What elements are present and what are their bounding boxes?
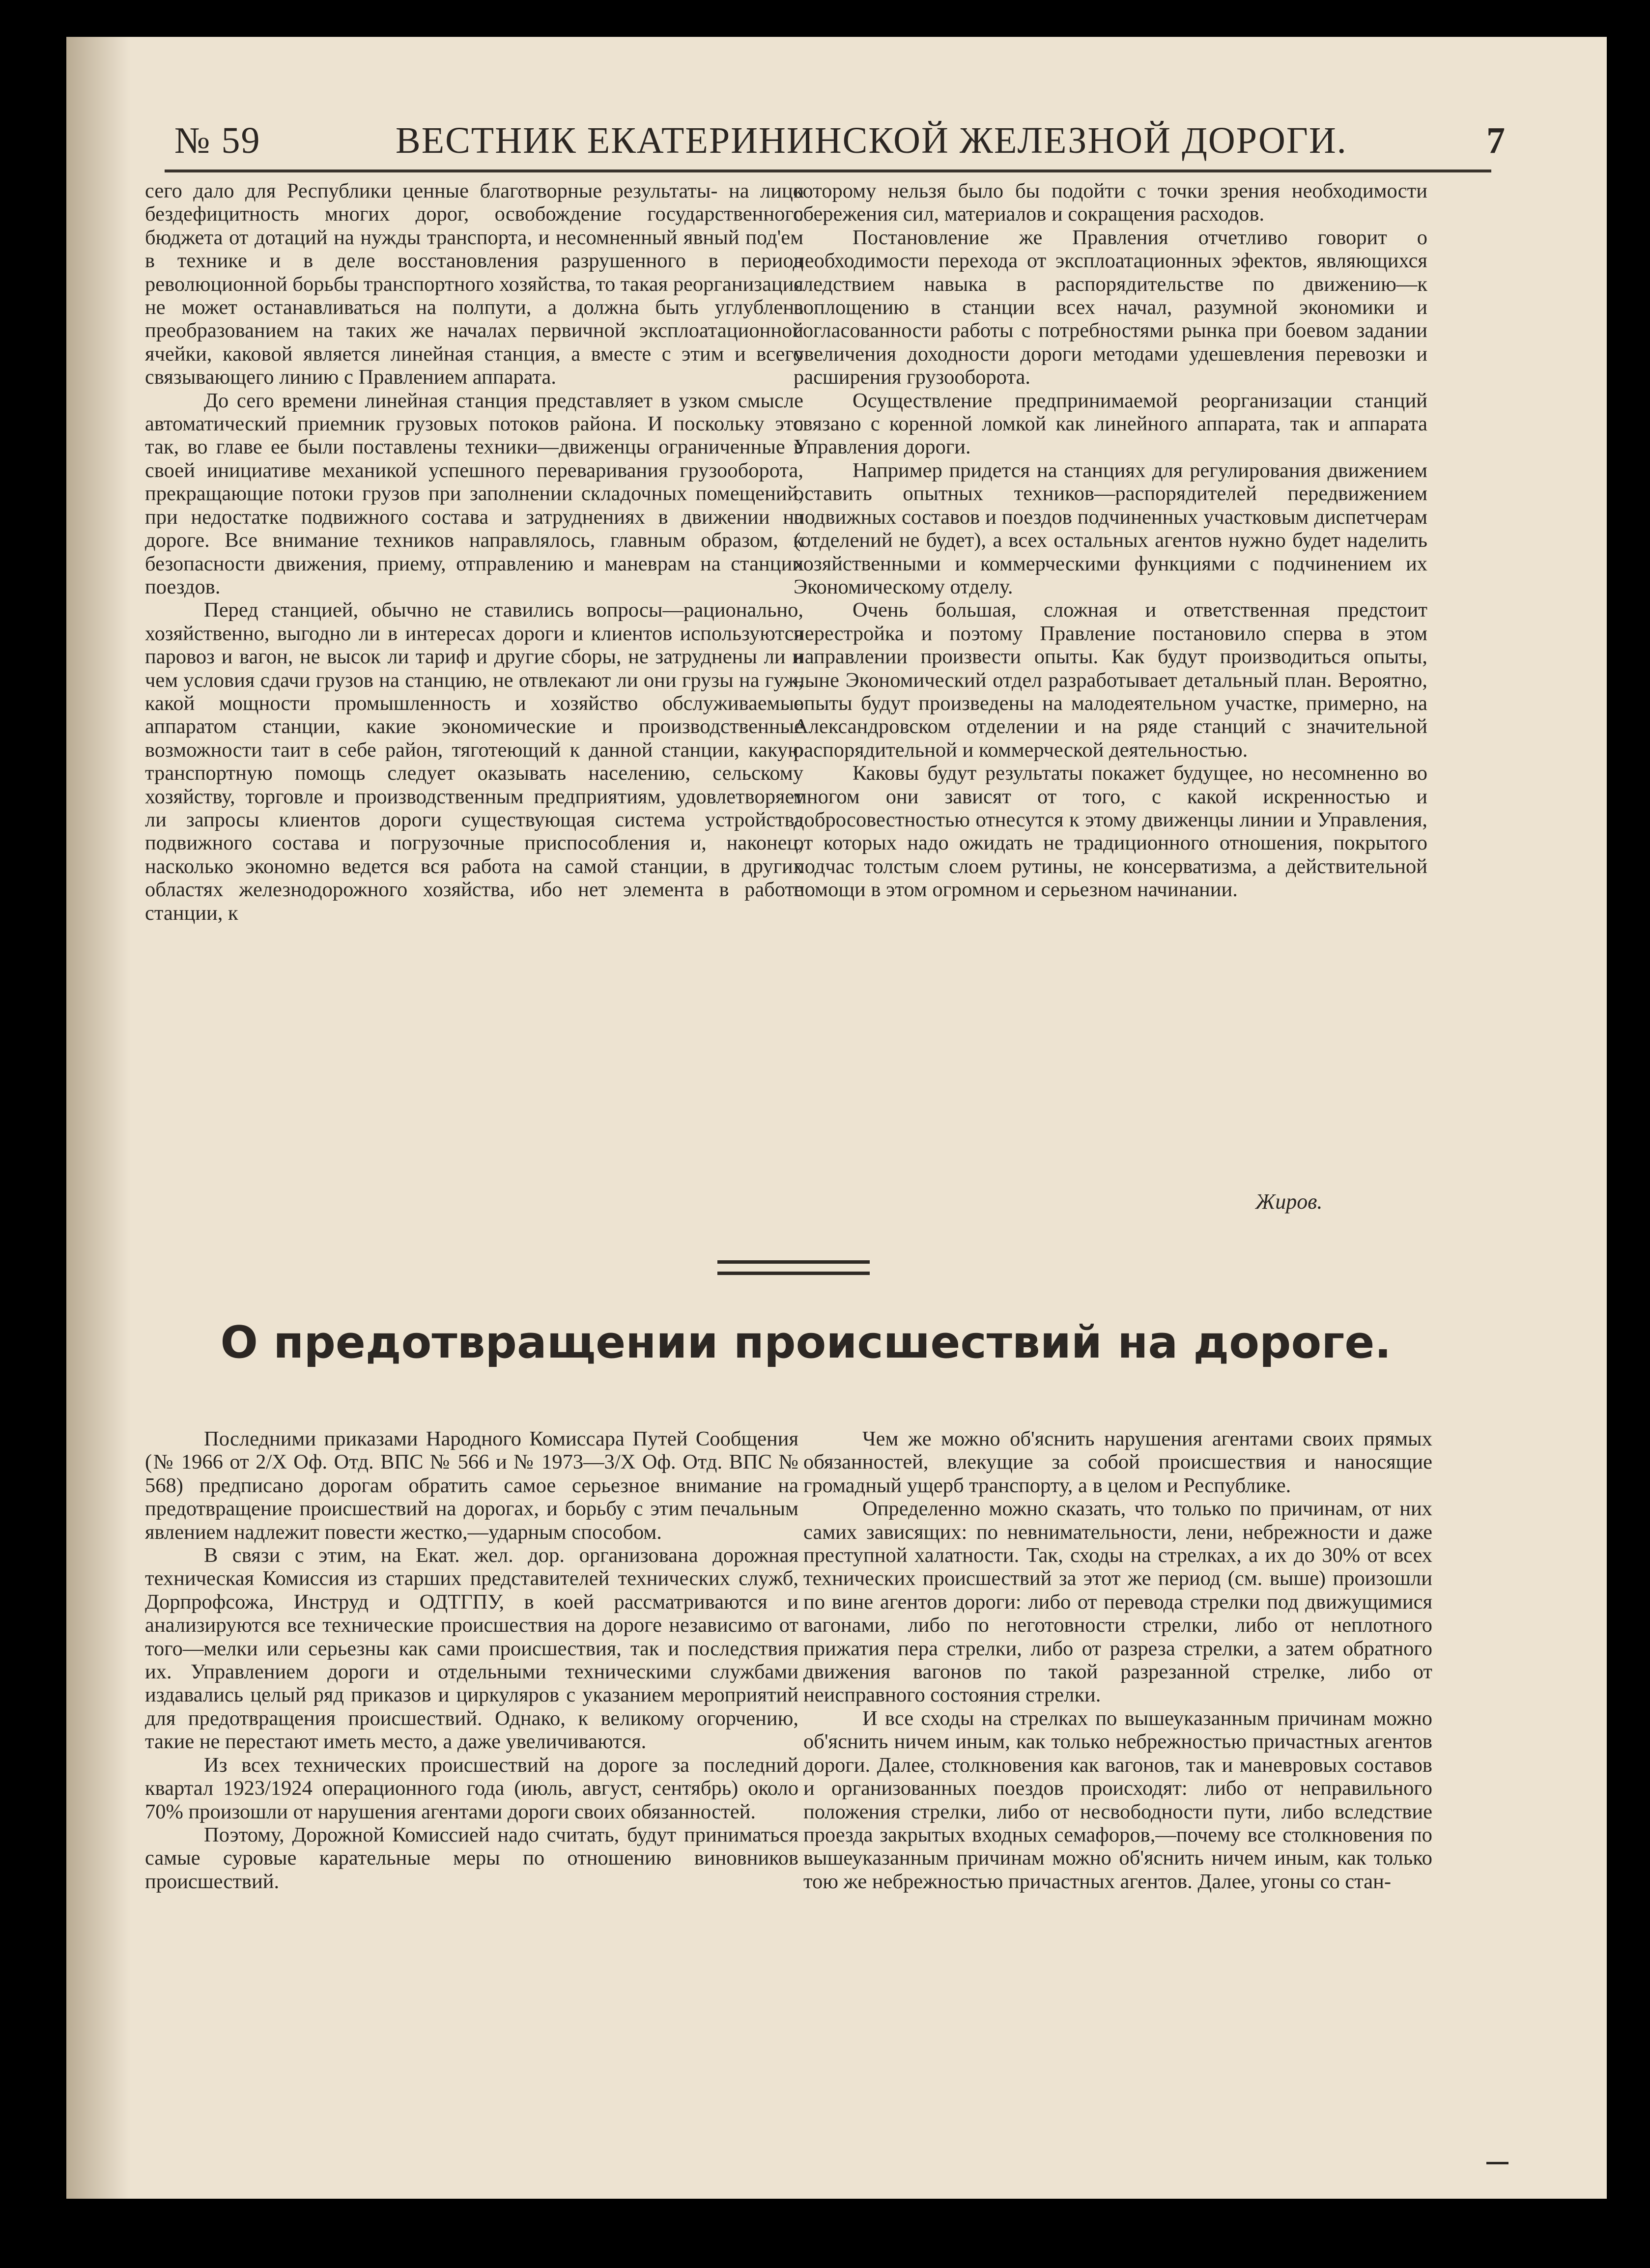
article2-column-right	[803, 1427, 1432, 2145]
article1-column-right	[794, 179, 1427, 1211]
article2-column-left	[145, 1427, 798, 2002]
paragraph: Из всех технических происшествий на дороге за последний квартал 1923/1924 операционного года (июль, август, сентябрь) около 70% произошли от нарушения агентами дороги своих обязанностей.	[145, 1753, 798, 1823]
paragraph: В связи с этим, на Екат. жел. дор. организована дорожная техническая Комиссия из старших представителей технических служб, Дорпрофсожа, Инструд и ОДТГПУ, в коей рассматриваются и анализируются все технические происшествия на дороге независимо от того—мелки или серьезны как сами происшествия, так и последствия их. Управлением дороги и отдельными техническими службами издавались целый ряд приказов и циркуляров с указанием мероприятий для предотвращения происшествий. Однако, к великому огорчению, такие не перестают иметь место, а даже увеличиваются.	[145, 1544, 798, 1754]
paragraph: сего дало для Республики ценные благотворные результаты- на лицо бездефицитность многих дорог, освобождение государственного бюджета от дотаций на нужды транспорта, и несомненный явный под'ем в технике и в деле восстановления разрушенного в период революционной борьбы транспортного хозяйства, то такая реорганизация не может останавливаться на полпути, а должна быть углублена преобразованием на таких же началах первичной эксплоатационной ячейки, каковой является линейная станция, а вместе с этим и всего связывающего линию с Правлением аппарата.	[145, 179, 803, 389]
paragraph: До сего времени линейная станция представляет в узком смысле автоматический приемник грузовых потоков района. И поскольку это так, во главе ее были поставлены техники—движенцы ограниченные в своей инициативе механикой успешного переваривания грузооборота, прекращающие потоки грузов при заполнении складочных помещений, при недостатке подвижного состава и затруднениях в движении на дороге. Все внимание техников направлялось, главным образом, к безопасности движения, приему, отправлению и маневрам на станции поездов.	[145, 389, 803, 598]
article-headline: О предотвращении происшествий на дороге.	[220, 1317, 1392, 1368]
paragraph: Определенно можно сказать, что только по причинам, от них самих зависящих: по невнимательности, лени, небрежности и даже преступной халатности. Так, сходы на стрелках, а их до 30% от всех технических происшествий за этот же период (см. выше) произошли по вине агентов дороги: либо от перевода стрелки под движущимися вагонами, либо по неготовности стрелки, либо от неплотного прижатия пера стрелки, либо от разреза стрелки, а затем обратного движения вагонов по такой разрезанной стрелке, либо от неисправного состояния стрелки.	[803, 1497, 1432, 1707]
page-number: 7	[1486, 120, 1506, 161]
author-signature: Жиров.	[1255, 1190, 1323, 1214]
paragraph: Постановление же Правления отчетливо говорит о необходимости перехода от эксплоатационных эфектов, являющихся следствием навыка в распорядительстве по движению—к воплощению в станции всех начал, разумной экономики и согласованности работы с потребностями рынка при боевом задании увеличения доходности дороги методами удешевления перевозки и расширения грузооборота.	[794, 226, 1427, 389]
paragraph: которому нельзя было бы подойти с точки зрения необходимости сбережения сил, материалов и сокращения расходов.	[794, 179, 1427, 226]
section-divider	[717, 1260, 870, 1275]
page-header	[165, 115, 1506, 172]
publication-title: ВЕСТНИК ЕКАТЕРИНИНСКОЙ ЖЕЛЕЗНОЙ ДОРОГИ.	[396, 120, 1347, 161]
article1-column-left	[145, 179, 803, 1216]
paragraph: И все сходы на стрелках по вышеуказанным причинам можно об'яснить ничем иным, как только небрежностью причастных агентов дороги. Далее, столкновения как вагонов, так и маневровых составов и организованных поездов происходят: либо от неправильного положения стрелки, либо от несвободности пути, либо вследствие проезда закрытых входных семафоров,—почему все столкновения по вышеуказанным причинам можно об'яснить ничем иным, как только тою же небрежностью причастных агентов. Далее, угоны со стан-	[803, 1706, 1432, 1893]
paragraph: Чем же можно об'яснить нарушения агентами своих прямых обязанностей, влекущие за собой происшествия и наносящие громадный ущерб транспорту, а в целом и Республике.	[803, 1427, 1432, 1497]
paragraph: Поэтому, Дорожной Комиссией надо считать, будут приниматься самые суровые карательные меры по отношению виновников происшествий.	[145, 1823, 798, 1893]
paragraph: Каковы будут результаты покажет будущее, но несомненно во многом они зависят от того, с какой искренностью и добросовестностью отнесутся к этому движенцы линии и Управления, от которых надо ожидать не традиционного отношения, покрытого подчас толстым слоем рутины, не консерватизма, а действительной помощи в этом огромном и серьезном начинании.	[794, 762, 1427, 902]
paragraph: Осуществление предпринимаемой реорганизации станций связано с коренной ломкой как линейного аппарата, так и аппарата Управления дороги.	[794, 389, 1427, 459]
issue-number: № 59	[174, 120, 261, 161]
paragraph: Последними приказами Народного Комиссара Путей Сообщения (№ 1966 от 2/X Оф. Отд. ВПС № 566 и № 1973—3/X Оф. Отд. ВПС № 568) предписано дорогам обратить самое серьезное внимание на предотвращение происшествий на дорогах, и борьбу с этим печальным явлением надлежит повести жестко,—ударным способом.	[145, 1427, 798, 1544]
paragraph: Например придется на станциях для регулирования движением оставить опытных техников—распорядителей передвижением подвижных составов и поездов подчиненных участковым диспетчерам (отделений не будет), а всех остальных агентов нужно будет наделить хозяйственными и коммерческими функциями с подчинением их Экономическому отделу.	[794, 458, 1427, 598]
continuation-mark	[1486, 2157, 1508, 2164]
paragraph: Очень большая, сложная и ответственная предстоит перестройка и поэтому Правление постановило сперва в этом направлении произвести опыты. Как будут производиться опыты, ныне Экономический отдел разработывает детальный план. Вероятно, опыты будут произведены на малодеятельном участке, примерно, на Александровском отделении и на ряде станций с значительной распорядительной и коммерческой деятельностью.	[794, 598, 1427, 762]
newspaper-page	[66, 37, 1607, 2199]
paragraph: Перед станцией, обычно не ставились вопросы—рационально, хозяйственно, выгодно ли в интересах дороги и клиентов используются паровоз и вагон, не высок ли тариф и другие сборы, не затруднены ли и чем условия сдачи грузов на станцию, не отвлекают ли они грузы на гуж, какой мощности промышленность и хозяйство обслуживаемые аппаратом станции, какие экономические и производственные возможности таит в себе район, тяготеющий к данной станции, какую транспортную помощь следует оказывать населению, сельскому хозяйству, торговле и производственным предприятиям, удовлетворяет ли запросы клиентов дороги существующая система устройства подвижного состава и погрузочные приспособления и, наконец, насколько экономно ведется вся работа на самой станции, в других областях железнодорожного хозяйства, ибо нет элемента в работе станции, к	[145, 598, 803, 925]
